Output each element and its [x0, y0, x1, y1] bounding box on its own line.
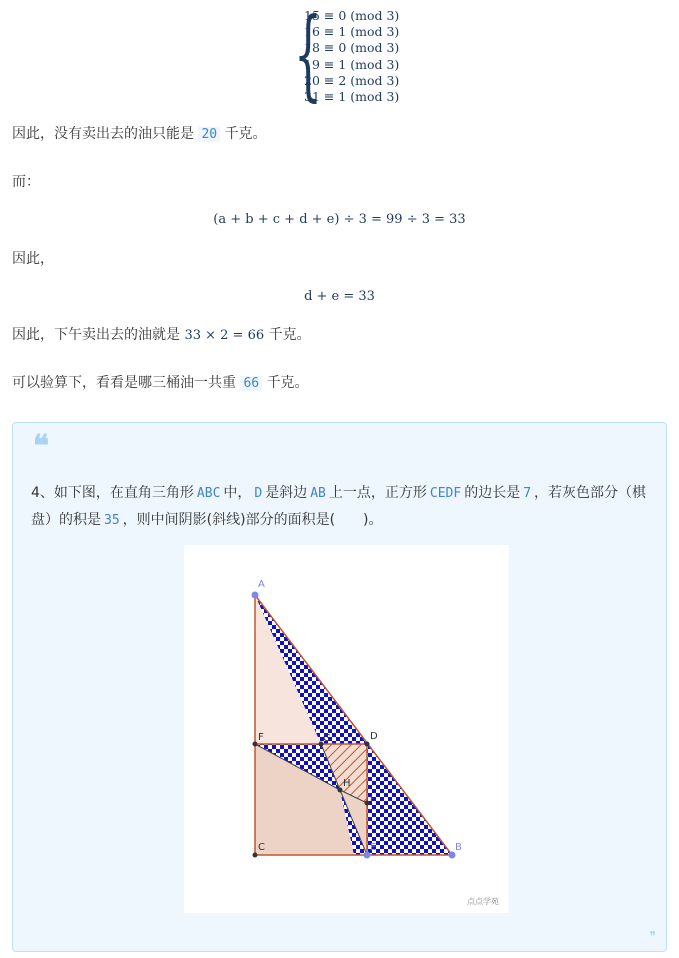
point-a	[252, 592, 259, 599]
geometry-svg	[184, 545, 509, 913]
point-i	[365, 801, 370, 806]
point-f	[253, 742, 258, 747]
close-quote-icon: ❞	[649, 929, 656, 943]
label-e: E	[370, 842, 377, 853]
system-line: 15 ≡ 0 (mod 3)	[304, 8, 400, 23]
label-f: F	[258, 732, 264, 743]
system-line: 19 ≡ 1 (mod 3)	[304, 56, 400, 72]
problem-blockquote	[12, 422, 667, 952]
congruence-system	[294, 0, 414, 112]
geometry-figure	[184, 545, 509, 913]
label-d: D	[370, 731, 378, 742]
code-seven: 7	[520, 486, 534, 501]
code-value: 20	[198, 127, 220, 142]
label-h: H	[343, 778, 351, 789]
system-line: 20 ≡ 2 (mod 3)	[304, 72, 400, 88]
code-ab: AB	[307, 486, 329, 501]
paragraph-and: 而：	[12, 174, 40, 190]
open-quote-icon: ❝	[33, 429, 50, 464]
label-g: G	[323, 733, 331, 744]
paragraph-unsold-oil: 因此，没有卖出去的油只能是 20 千克。	[12, 126, 267, 142]
point-d	[365, 742, 370, 747]
label-i: I	[370, 794, 373, 804]
problem-text: 4、如下图，在直角三角形 ABC 中， D 是斜边 AB 上一点，正方形 CEDF 的边长是 7 ，若灰色部分（棋盘）的积是 35 ，则中间阴影(斜线)部分的面积是( )。	[31, 485, 647, 528]
point-h	[338, 788, 343, 793]
code-35: 35	[101, 513, 123, 528]
left-brace: {	[294, 0, 323, 112]
paragraph-therefore: 因此，	[12, 251, 54, 267]
code-d: D	[251, 486, 265, 501]
code-value: 66	[240, 376, 262, 391]
watermark-logo: 点点学苑	[467, 897, 499, 906]
point-c	[253, 853, 258, 858]
system-lines	[304, 8, 399, 105]
inline-math: 33 × 2 = 66	[184, 328, 265, 343]
paragraph-afternoon-oil: 因此，下午卖出去的油就是 33 × 2 = 66 千克。	[12, 327, 311, 343]
system-line: 31 ≡ 1 (mod 3)	[304, 89, 400, 105]
equation-d-plus-e: d + e = 33	[304, 289, 375, 304]
system-line: 18 ≡ 0 (mod 3)	[304, 40, 400, 56]
equation-average: (a + b + c + d + e) ÷ 3 = 99 ÷ 3 = 33	[213, 212, 466, 227]
code-cedf: CEDF	[427, 486, 464, 501]
paragraph-verify: 可以验算下，看看是哪三桶油一共重 66 千克。	[12, 375, 309, 391]
label-a: A	[258, 579, 265, 590]
code-abc: ABC	[194, 486, 223, 501]
label-c: C	[258, 842, 265, 853]
system-line: 16 ≡ 1 (mod 3)	[304, 24, 400, 40]
label-b: B	[455, 842, 462, 853]
